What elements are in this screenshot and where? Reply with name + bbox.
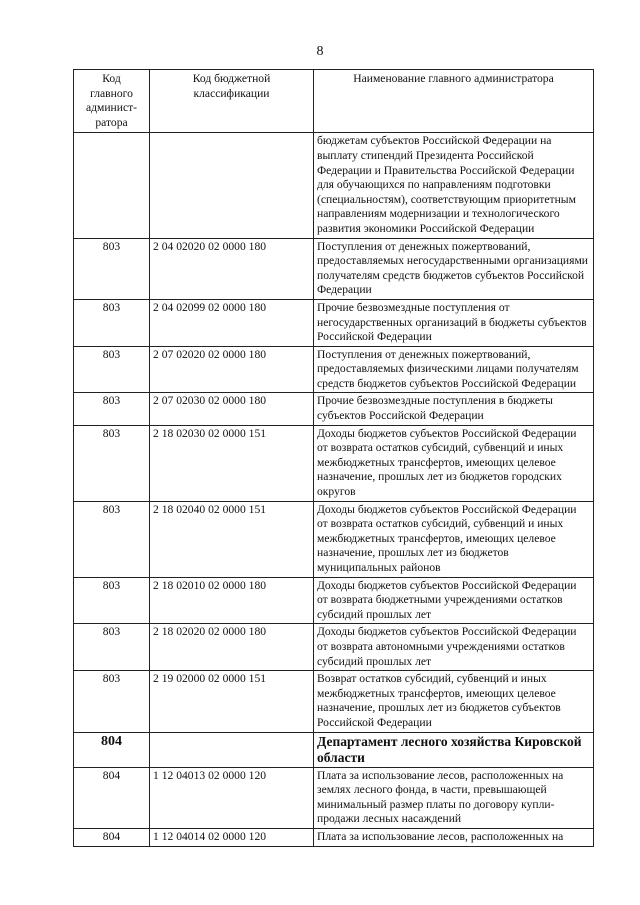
header-admin-code: Код главного админист-ратора [74, 70, 150, 133]
admin-name-cell: Плата за использование лесов, расположенных на [314, 828, 594, 846]
admin-code-cell: 803 [74, 346, 150, 393]
admin-name-cell: Доходы бюджетов субъектов Российской Федерации от возврата остатков субсидий, субвенций и иных межбюджетных трансфертов, имеющих целевое назначение, прошлых лет из бюджетов муниципальных районов [314, 501, 594, 577]
table-row [74, 346, 594, 393]
budget-code-cell: 2 18 02020 02 0000 180 [150, 624, 314, 671]
page-number: 8 [316, 44, 324, 59]
header-admin-name: Наименование главного администратора [314, 70, 594, 133]
admin-name-cell: Прочие безвозмездные поступления в бюджеты субъектов Российской Федерации [314, 393, 594, 425]
admin-name-cell: Возврат остатков субсидий, субвенций и иных межбюджетных трансфертов, имеющих целевое назначение, прошлых лет из бюджетов субъектов Российской Федерации [314, 671, 594, 732]
admin-name-cell: Поступления от денежных пожертвований, предоставляемых негосударственными организациями получателям средств бюджетов субъектов Российской Федерации [314, 238, 594, 299]
admin-name-cell: Доходы бюджетов субъектов Российской Федерации от возврата автономными учреждениями остатков субсидий прошлых лет [314, 624, 594, 671]
budget-code-cell: 2 19 02000 02 0000 151 [150, 671, 314, 732]
budget-code-cell: 2 04 02099 02 0000 180 [150, 299, 314, 346]
admin-code-cell: 803 [74, 501, 150, 577]
budget-classification-table [73, 69, 594, 847]
budget-code-cell: 2 18 02030 02 0000 151 [150, 425, 314, 501]
header-budget-code: Код бюджетной классификации [150, 70, 314, 133]
admin-code-cell: 803 [74, 671, 150, 732]
table-header-row [74, 70, 594, 133]
admin-name-cell: Плата за использование лесов, расположенных на землях лесного фонда, в части, превышающей минимальный размер платы по договору купли-продажи лесных насаждений [314, 767, 594, 828]
budget-code-cell: 1 12 04013 02 0000 120 [150, 767, 314, 828]
admin-name-cell: Доходы бюджетов субъектов Российской Федерации от возврата остатков субсидий, субвенций и иных межбюджетных трансфертов, имеющих целевое назначение, прошлых лет из бюджетов городских округов [314, 425, 594, 501]
table-row [74, 133, 594, 238]
admin-code-cell: 804 [74, 732, 150, 767]
table-row [74, 393, 594, 425]
table-row [74, 671, 594, 732]
budget-code-cell: 2 18 02010 02 0000 180 [150, 577, 314, 624]
table-row [74, 425, 594, 501]
table-row [74, 624, 594, 671]
table-row [74, 238, 594, 299]
admin-name-cell: Доходы бюджетов субъектов Российской Федерации от возврата бюджетными учреждениями остатков субсидий прошлых лет [314, 577, 594, 624]
admin-code-cell: 803 [74, 238, 150, 299]
admin-code-cell: 803 [74, 299, 150, 346]
table-row [74, 299, 594, 346]
admin-code-cell: 803 [74, 577, 150, 624]
admin-name-cell: Прочие безвозмездные поступления от негосударственных организаций в бюджеты субъектов Российской Федерации [314, 299, 594, 346]
department-name-cell: Департамент лесного хозяйства Кировской области [314, 732, 594, 767]
budget-code-cell: 2 18 02040 02 0000 151 [150, 501, 314, 577]
budget-code-cell [150, 133, 314, 238]
budget-code-cell: 2 07 02030 02 0000 180 [150, 393, 314, 425]
budget-code-cell: 1 12 04014 02 0000 120 [150, 828, 314, 846]
admin-code-cell: 804 [74, 828, 150, 846]
table-row [74, 577, 594, 624]
admin-code-cell: 803 [74, 624, 150, 671]
admin-name-cell: Поступления от денежных пожертвований, предоставляемых физическими лицами получателям средств бюджетов субъектов Российской Федерации [314, 346, 594, 393]
admin-code-cell: 803 [74, 425, 150, 501]
budget-code-cell: 2 04 02020 02 0000 180 [150, 238, 314, 299]
table-row [74, 501, 594, 577]
table-row [74, 767, 594, 828]
admin-name-cell: бюджетам субъектов Российской Федерации на выплату стипендий Президента Российской Федерации и Правительства Российской Федерации для обучающихся по направлениям подготовки (специальностям), соответствующим приоритетным направлениям модернизации и технологического развития экономики Российской Федерации [314, 133, 594, 238]
admin-code-cell: 804 [74, 767, 150, 828]
admin-code-cell: 803 [74, 393, 150, 425]
department-heading-row [74, 732, 594, 767]
table-row [74, 828, 594, 846]
budget-code-cell: 2 07 02020 02 0000 180 [150, 346, 314, 393]
budget-code-cell [150, 732, 314, 767]
admin-code-cell [74, 133, 150, 238]
